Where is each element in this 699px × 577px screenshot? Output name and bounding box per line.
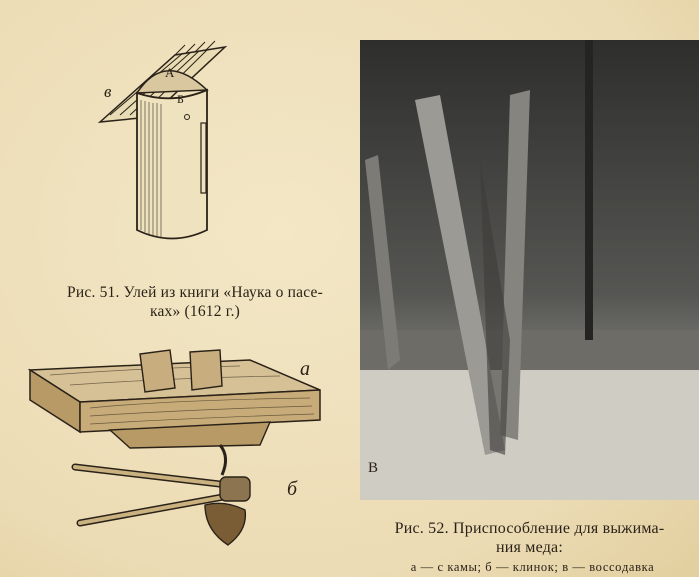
hive-label-v: в [104, 82, 112, 101]
photo-label: В [368, 460, 379, 476]
figure-51-caption-line1: Рис. 51. Улей из книги «Наука о пасе- [67, 284, 323, 301]
pincer-illustration [70, 445, 270, 555]
press-block-illustration [20, 350, 320, 450]
figure-52-caption [360, 519, 699, 557]
figure-52-caption-line2: ния меда: [496, 539, 563, 556]
hive-label-a: А [165, 65, 175, 80]
hive-label-b: Б [177, 92, 184, 106]
figure-52-caption-line1: Рис. 52. Приспособление для выжима- [394, 520, 665, 537]
figure-51-caption [30, 283, 360, 321]
figure-52-legend: а — с камы; б — клинок; в — восcoдавка [410, 560, 655, 574]
honey-press-photo [360, 40, 699, 500]
tool-label-a: а [300, 358, 310, 380]
tool-label-b: б [287, 478, 298, 500]
figure-51-caption-line2: ках» (1612 г.) [149, 303, 241, 320]
